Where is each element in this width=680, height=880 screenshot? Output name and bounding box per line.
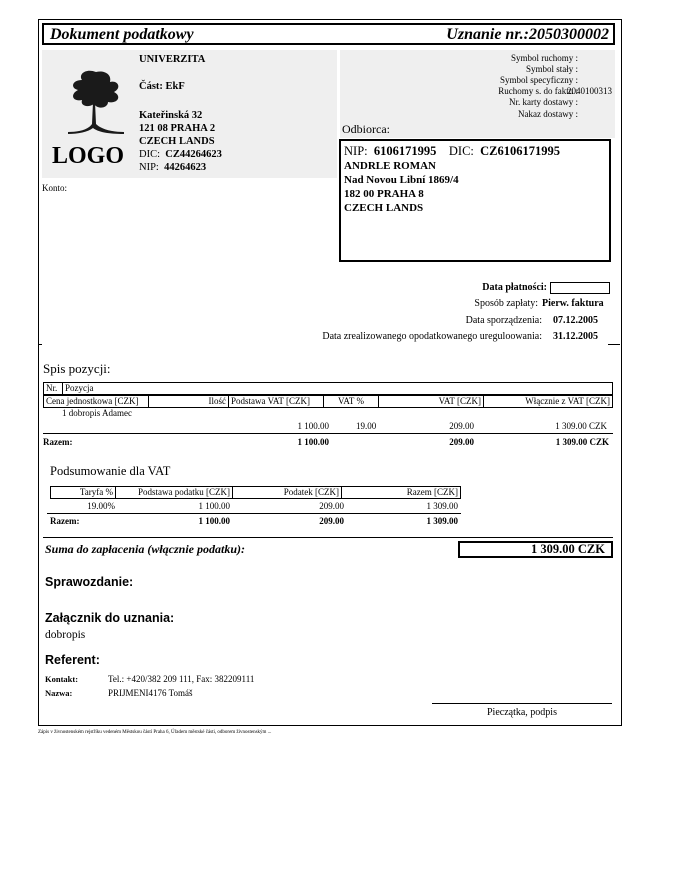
sum-value: 1 309.00 CZK bbox=[458, 541, 613, 558]
items-total-vat: 209.00 bbox=[449, 437, 474, 447]
customer-name: ANDRLE ROMAN bbox=[344, 160, 436, 172]
register-footer: Zápis v živnostenském rejstříku vedeném Městskou částí Praha 6, Úřadem městské části, odborem živnostenským ... bbox=[38, 730, 272, 735]
vat-total-rule bbox=[47, 513, 461, 514]
konto-label: Konto: bbox=[42, 183, 68, 193]
item-vat-pct: 19.00 bbox=[356, 421, 377, 431]
stamp-label: Pieczątka, podpis bbox=[487, 707, 557, 718]
items-head-row2 bbox=[43, 395, 613, 408]
created-date-value: 07.12.2005 bbox=[553, 315, 598, 326]
vat-rate: 19.00% bbox=[87, 501, 115, 511]
vat-total-tax: 209.00 bbox=[319, 516, 344, 526]
items-head-row1 bbox=[43, 382, 613, 395]
col-header: VAT [CZK] bbox=[379, 396, 484, 408]
fold-mark bbox=[38, 344, 42, 345]
supplier-name: UNIVERZITA bbox=[139, 54, 206, 65]
items-total-all: 1 309.00 CZK bbox=[555, 437, 609, 447]
col-header: Nr. bbox=[44, 383, 63, 395]
col-header: Podstawa podatku [CZK] bbox=[116, 487, 233, 499]
symbol-label: Nr. karty dostawy : bbox=[509, 97, 578, 107]
vat-base: 1 100.00 bbox=[198, 501, 230, 511]
vat-total: 1 309.00 bbox=[426, 501, 458, 511]
contact-label: Kontakt: bbox=[45, 674, 79, 684]
items-total-rule bbox=[43, 433, 613, 434]
col-header: Cena jednostkowa [CZK] bbox=[44, 396, 149, 408]
col-header: Taryfa % bbox=[51, 487, 116, 499]
due-date-label: Data płatności: bbox=[482, 282, 547, 293]
referent-label: Referent: bbox=[45, 653, 100, 667]
col-header: Podatek [CZK] bbox=[233, 487, 342, 499]
item-name: 1 dobropis Adamec bbox=[62, 408, 132, 418]
items-total-label: Razem: bbox=[43, 437, 73, 447]
attachment-label: Załącznik do uznania: bbox=[45, 611, 175, 625]
col-header: Ilość bbox=[149, 396, 229, 408]
col-header: VAT % bbox=[324, 396, 379, 408]
symbol-label: Nakaz dostawy : bbox=[518, 109, 578, 119]
supplier-dic: DIC: CZ44264623 bbox=[139, 149, 222, 160]
attachment-value: dobropis bbox=[45, 629, 86, 641]
payment-value: Pierw. faktura bbox=[542, 298, 604, 309]
customer-label: Odbiorca: bbox=[342, 122, 390, 136]
customer-city: 182 00 PRAHA 8 bbox=[344, 188, 424, 200]
vat-summary-title: Podsumowanie dla VAT bbox=[50, 464, 171, 478]
vat-tax: 209.00 bbox=[319, 501, 344, 511]
symbol-label: Symbol specyficzny : bbox=[500, 75, 578, 85]
item-base: 1 100.00 bbox=[297, 421, 329, 431]
col-header: Podstawa VAT [CZK] bbox=[229, 396, 324, 408]
vat-total-base: 1 100.00 bbox=[198, 516, 230, 526]
due-date-value bbox=[550, 282, 610, 294]
customer-box bbox=[339, 139, 611, 262]
col-header: Włącznie z VAT [CZK] bbox=[484, 396, 613, 408]
payment-label: Sposób zapłaty: bbox=[474, 298, 538, 309]
sum-rule bbox=[43, 537, 613, 538]
vat-total-all: 1 309.00 bbox=[426, 516, 458, 526]
document-title: Dokument podatkowy bbox=[50, 26, 194, 43]
taxable-date-value: 31.12.2005 bbox=[553, 331, 598, 342]
supplier-country: CZECH LANDS bbox=[139, 136, 215, 147]
symbol-label: Ruchomy s. do faktu : bbox=[498, 86, 578, 96]
supplier-city: 121 08 PRAHA 2 bbox=[139, 123, 216, 134]
vat-summary-head bbox=[50, 486, 461, 499]
item-total: 1 309.00 CZK bbox=[555, 421, 607, 431]
vat-total-label: Razem: bbox=[50, 516, 80, 526]
tree-logo-icon bbox=[62, 58, 130, 142]
items-total-base: 1 100.00 bbox=[297, 437, 329, 447]
symbol-label: Symbol stały : bbox=[525, 64, 578, 74]
customer-street: Nad Novou Libní 1869/4 bbox=[344, 174, 459, 186]
logo-text: LOGO bbox=[52, 143, 125, 169]
fold-mark bbox=[608, 344, 620, 345]
symbol-label: Symbol ruchomy : bbox=[511, 53, 578, 63]
customer-country: CZECH LANDS bbox=[344, 202, 424, 214]
referent-name-value: PRIJMENI4176 Tomáš bbox=[108, 688, 193, 698]
item-vat: 209.00 bbox=[449, 421, 474, 431]
items-section-title: Spis pozycji: bbox=[43, 361, 111, 376]
sum-label: Suma do zapłacenia (włącznie podatku): bbox=[45, 542, 246, 556]
col-header: Razem [CZK] bbox=[342, 487, 461, 499]
taxable-date-label: Data zrealizowanego opodatkowanego ureguloowania: bbox=[322, 331, 542, 342]
customer-ids: NIP: 6106171995 DIC: CZ6106171995 bbox=[344, 144, 560, 158]
document-header bbox=[42, 23, 615, 45]
referent-name-label: Nazwa: bbox=[45, 688, 73, 698]
supplier-street: Kateřinská 32 bbox=[139, 110, 203, 121]
report-label: Sprawozdanie: bbox=[45, 575, 134, 589]
signature-line bbox=[432, 703, 612, 704]
symbol-value: 2040100313 bbox=[567, 86, 612, 96]
contact-value: Tel.: +420/382 209 111, Fax: 382209111 bbox=[108, 674, 255, 684]
created-date-label: Data sporządzenia: bbox=[465, 315, 542, 326]
supplier-part: Část: EkF bbox=[139, 81, 185, 92]
document-number: Uznanie nr.:2050300002 bbox=[446, 26, 609, 43]
supplier-nip: NIP: 44264623 bbox=[139, 162, 207, 173]
col-header: Pozycja bbox=[63, 383, 613, 395]
